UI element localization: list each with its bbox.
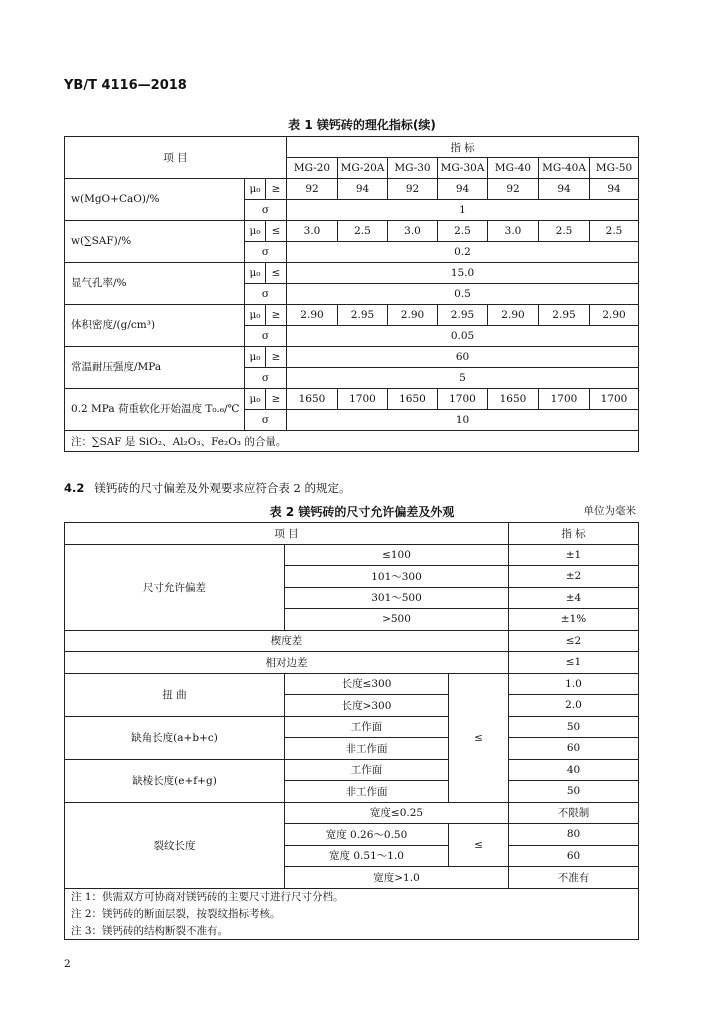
table2-size-row	[65, 544, 639, 566]
table2-edge-difference-row	[65, 652, 639, 674]
table1-value: 2.90	[488, 305, 539, 326]
crack-value: 不准有	[509, 867, 639, 889]
warp-value: 1.0	[509, 673, 639, 695]
size-range: ≤100	[285, 544, 509, 566]
crack-width: 宽度 0.26～0.50	[285, 824, 449, 846]
table1-operator: ≥	[266, 305, 287, 326]
page-number: 2	[64, 958, 71, 970]
table1-note: 注：∑SAF 是 SiO₂、Al₂O₃、Fe₂O₃ 的合量。	[65, 431, 639, 452]
table1-row	[65, 347, 639, 368]
table1-grade: MG-40	[488, 158, 539, 179]
taper-label: 楔度差	[65, 630, 509, 652]
crack-value: 不限制	[509, 802, 639, 824]
table1-sigma-label: σ	[245, 326, 287, 347]
table1-header-row	[65, 137, 639, 158]
table1-head-item: 项 目	[65, 137, 287, 179]
crack-width: 宽度 0.51～1.0	[285, 845, 449, 867]
edge-difference-label: 相对边差	[65, 652, 509, 674]
table1-grade: MG-30A	[438, 158, 488, 179]
edge-condition: 非工作面	[285, 781, 449, 803]
table1-value: 1650	[488, 389, 539, 410]
table1-item-name: 体积密度/(g/cm³)	[65, 305, 245, 347]
table1-value: 2.5	[590, 221, 639, 242]
crack-label: 裂纹长度	[65, 802, 285, 888]
warp-value: 2.0	[509, 695, 639, 717]
table1-value: 3.0	[488, 221, 539, 242]
table1-sigma-label: σ	[245, 242, 287, 263]
size-tolerance: ±1%	[509, 609, 639, 631]
unit-label: 单位为毫米	[583, 505, 636, 517]
table1-value: 94	[438, 179, 488, 200]
table1-row	[65, 221, 639, 242]
table1-note-row	[65, 431, 639, 452]
table1-caption: 表 1 镁钙砖的理化指标(续)	[288, 118, 436, 132]
table1-operator: ≥	[266, 347, 287, 368]
table1-mu: μ₀	[245, 263, 266, 284]
warp-condition: 长度>300	[285, 695, 449, 717]
table1-value: 2.5	[338, 221, 388, 242]
table1-operator: ≥	[266, 179, 287, 200]
size-deviation-label: 尺寸允许偏差	[65, 544, 285, 630]
table1-item-name: w(MgO+CaO)/%	[65, 179, 245, 221]
le-symbol: ≤	[449, 673, 509, 802]
table1-value: 2.95	[338, 305, 388, 326]
le-symbol: ≤	[449, 824, 509, 867]
table2-taper-row	[65, 630, 639, 652]
table1-value: 1700	[539, 389, 590, 410]
table1-value: 2.90	[388, 305, 438, 326]
table1-mu: μ₀	[245, 179, 266, 200]
table1-value: 2.95	[438, 305, 488, 326]
edge-value: 40	[509, 759, 639, 781]
table1-item-name: w(∑SAF)/%	[65, 221, 245, 263]
table1-value: 92	[388, 179, 438, 200]
size-range: 101～300	[285, 566, 509, 588]
table1-value: 3.0	[287, 221, 338, 242]
table1-sigma-label: σ	[245, 410, 287, 431]
table1-grade: MG-30	[388, 158, 438, 179]
table1-value: 92	[488, 179, 539, 200]
size-range: >500	[285, 609, 509, 631]
table1-row	[65, 263, 639, 284]
table1-value: 1650	[388, 389, 438, 410]
edge-value: 50	[509, 781, 639, 803]
taper-value: ≤2	[509, 630, 639, 652]
table1-value: 2.90	[590, 305, 639, 326]
table2-warp-row	[65, 673, 639, 695]
table2-note: 注 3：镁钙砖的结构断裂不准有。	[65, 922, 639, 939]
table2	[64, 522, 639, 940]
table1-value: 94	[338, 179, 388, 200]
table1-value: 1650	[287, 389, 338, 410]
table1-value: 94	[539, 179, 590, 200]
table1-mu: μ₀	[245, 389, 266, 410]
table1-sigma-value: 1	[287, 200, 639, 221]
table1-row	[65, 305, 639, 326]
size-tolerance: ±2	[509, 566, 639, 588]
corner-value: 60	[509, 738, 639, 760]
table2-head-index: 指 标	[509, 523, 639, 545]
table2-note-row	[65, 922, 639, 939]
table1-value: 1700	[438, 389, 488, 410]
table1-value: 1700	[338, 389, 388, 410]
table1-sigma-value: 0.05	[287, 326, 639, 347]
table1-value: 92	[287, 179, 338, 200]
table1-operator: ≤	[266, 221, 287, 242]
table2-head-item: 项 目	[65, 523, 509, 545]
table1-grade: MG-20A	[338, 158, 388, 179]
corner-condition: 非工作面	[285, 738, 449, 760]
table1-sigma-value: 5	[287, 368, 639, 389]
edge-difference-value: ≤1	[509, 652, 639, 674]
warp-condition: 长度≤300	[285, 673, 449, 695]
table1-value: 2.5	[438, 221, 488, 242]
table1-item-name: 0.2 MPa 荷重软化开始温度 T₀.₆/℃	[65, 389, 245, 431]
table2-note-row	[65, 905, 639, 922]
table2-corner-row	[65, 716, 639, 738]
table1-grade: MG-40A	[539, 158, 590, 179]
table1	[64, 136, 639, 452]
warp-label: 扭 曲	[65, 673, 285, 716]
table1-head-index: 指 标	[287, 137, 639, 158]
table2-edge-row	[65, 759, 639, 781]
edge-label: 缺棱长度(e+f+g)	[65, 759, 285, 802]
crack-value: 60	[509, 845, 639, 867]
table1-merged-value: 15.0	[287, 263, 639, 284]
table1-operator: ≤	[266, 263, 287, 284]
table1-row	[65, 179, 639, 200]
table1-sigma-value: 10	[287, 410, 639, 431]
table1-merged-value: 60	[287, 347, 639, 368]
table1-mu: μ₀	[245, 347, 266, 368]
table1-value: 94	[590, 179, 639, 200]
corner-label: 缺角长度(a+b+c)	[65, 716, 285, 759]
crack-value: 80	[509, 824, 639, 846]
table1-mu: μ₀	[245, 305, 266, 326]
table1-value: 3.0	[388, 221, 438, 242]
table1-value: 2.5	[539, 221, 590, 242]
table1-value: 2.95	[539, 305, 590, 326]
size-range: 301～500	[285, 587, 509, 609]
table1-value: 2.90	[287, 305, 338, 326]
table2-note: 注 2：镁钙砖的断面层裂，按裂纹指标考核。	[65, 905, 639, 922]
table1-item-name: 显气孔率/%	[65, 263, 245, 305]
clause-4-2: 4.2 镁钙砖的尺寸偏差及外观要求应符合表 2 的规定。	[64, 481, 351, 495]
table1-sigma-label: σ	[245, 200, 287, 221]
standard-number: YB/T 4116—2018	[64, 78, 187, 93]
table2-crack-row	[65, 802, 639, 824]
edge-condition: 工作面	[285, 759, 449, 781]
table1-item-name: 常温耐压强度/MPa	[65, 347, 245, 389]
corner-condition: 工作面	[285, 716, 449, 738]
table1-value: 1700	[590, 389, 639, 410]
table1-sigma-value: 0.5	[287, 284, 639, 305]
table2-caption: 表 2 镁钙砖的尺寸允许偏差及外观	[269, 505, 455, 519]
table2-header-row	[65, 523, 639, 545]
table2-note-row	[65, 888, 639, 905]
table1-grade: MG-50	[590, 158, 639, 179]
crack-width: 宽度>1.0	[285, 867, 509, 889]
table1-mu: μ₀	[245, 221, 266, 242]
table1-row	[65, 389, 639, 410]
table1-sigma-label: σ	[245, 284, 287, 305]
crack-width: 宽度≤0.25	[285, 802, 509, 824]
table2-note: 注 1：供需双方可协商对镁钙砖的主要尺寸进行尺寸分档。	[65, 888, 639, 905]
size-tolerance: ±4	[509, 587, 639, 609]
table1-sigma-label: σ	[245, 368, 287, 389]
table1-operator: ≥	[266, 389, 287, 410]
table1-grade: MG-20	[287, 158, 338, 179]
size-tolerance: ±1	[509, 544, 639, 566]
table1-sigma-value: 0.2	[287, 242, 639, 263]
corner-value: 50	[509, 716, 639, 738]
